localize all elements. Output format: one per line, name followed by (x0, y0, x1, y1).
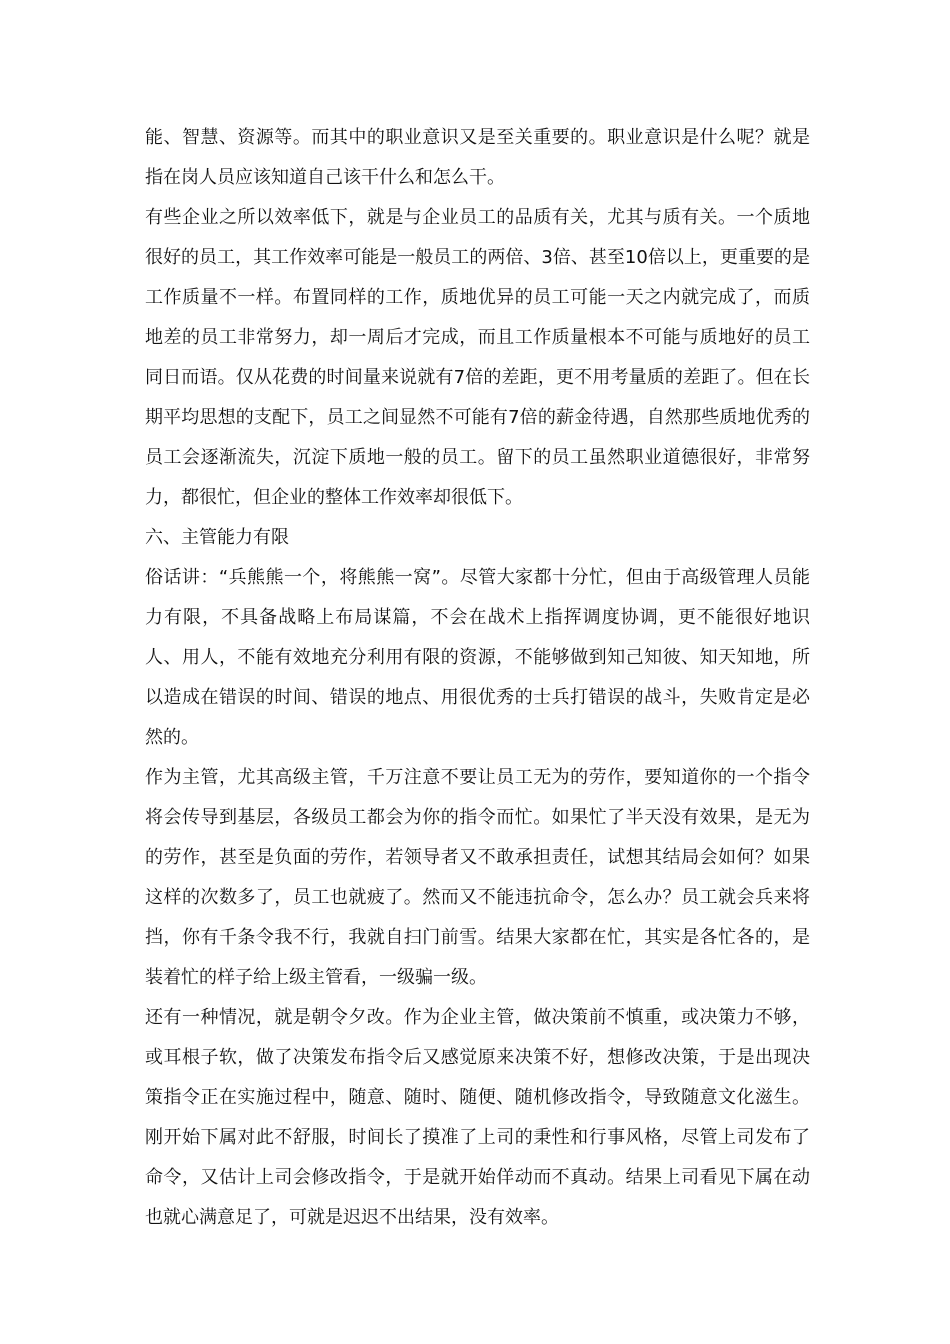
paragraph-intro-continuation: 能、智慧、资源等。而其中的职业意识又是至关重要的。职业意识是什么呢？就是指在岗人员应该知道自己该干什么和怎么干。 (145, 127, 810, 188)
paragraph-inconsistent-orders: 还有一种情况，就是朝令夕改。作为企业主管，做决策前不慎重，或决策力不够，或耳根子软，做了决策发布指令后又感觉原来决策不好，想修改决策，于是出现决策指令正在实施过程中，随意、随时、随便、随机修改指令，导致随意文化滋生。刚开始下属对此不舒服，时间长了摸准了上司的秉性和行事风格，尽管上司发布了命令，又估计上司会修改指令，于是就开始佯动而不真动。结果上司看见下属在动也就心满意足了，可就是迟迟不出结果，没有效率。 (145, 1007, 810, 1228)
paragraph-proverb: 俗话讲：“兵熊熊一个，将熊熊一窝”。尽管大家都十分忙，但由于高级管理人员能力有限，不具备战略上布局谋篇，不会在战术上指挥调度协调，更不能很好地识人、用人，不能有效地充分利用有限的资源，不能够做到知己知彼、知天知地，所以造成在错误的时间、错误的地点、用很优秀的士兵打错误的战斗，失败肯定是必然的。 (145, 567, 810, 748)
section-heading: 六、主管能力有限 (145, 527, 289, 548)
paragraph-supervisor-advice: 作为主管，尤其高级主管，千万注意不要让员工无为的劳作，要知道你的一个指令将会传导到基层，各级员工都会为你的指令而忙。如果忙了半天没有效果，是无为的劳作，甚至是负面的劳作，若领导者又不敢承担责任，试想其结局会如何？如果这样的次数多了，员工也就疲了。然而又不能违抗命令，怎么办？员工就会兵来将挡，你有千条令我不行，我就自扫门前雪。结果大家都在忙，其实是各忙各的，是装着忙的样子给上级主管看，一级骗一级。 (145, 767, 810, 988)
paragraph-employee-quality: 有些企业之所以效率低下，就是与企业员工的品质有关，尤其与质有关。一个质地很好的员工，其工作效率可能是一般员工的两倍、3倍、甚至10倍以上，更重要的是工作质量不一样。布置同样的工作，质地优异的员工可能一天之内就完成了，而质地差的员工非常努力，却一周后才完成，而且工作质量根本不可能与质地好的员工同日而语。仅从花费的时间量来说就有7倍的差距，更不用考量质的差距了。但在长期平均思想的支配下，员工之间显然不可能有7倍的薪金待遇，自然那些质地优秀的员工会逐渐流失，沉淀下质地一般的员工。留下的员工虽然职业道德很好，非常努力，都很忙，但企业的整体工作效率却很低下。 (145, 207, 810, 508)
document-body (145, 118, 810, 1238)
